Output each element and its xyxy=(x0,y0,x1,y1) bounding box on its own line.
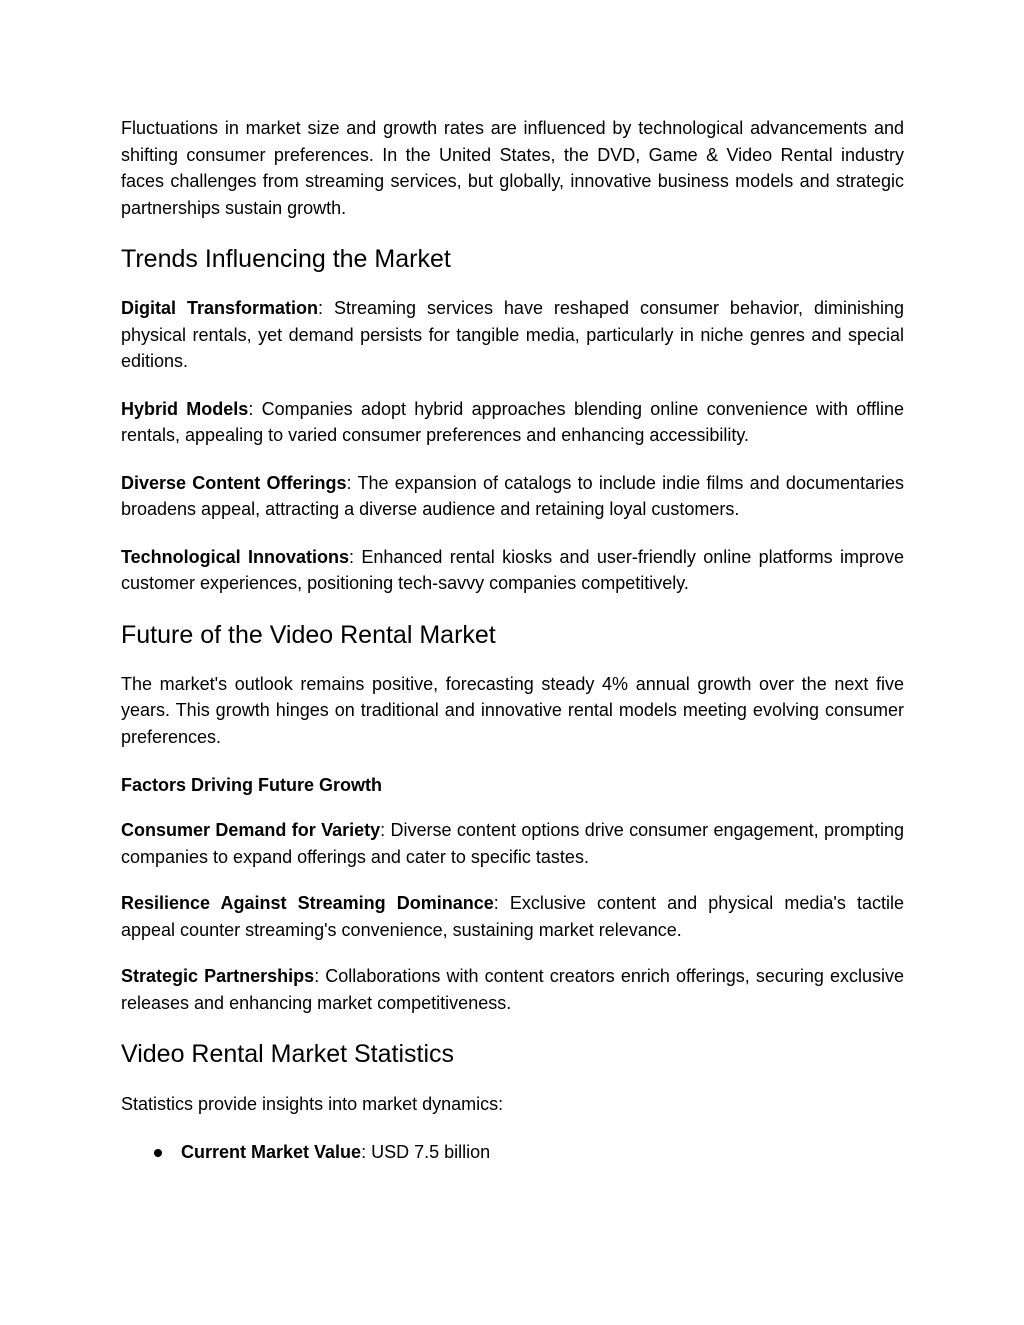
stat-term: Current Market Value xyxy=(181,1141,362,1162)
stats-bullet-list xyxy=(121,1139,904,1166)
factor-term: Consumer Demand for Variety xyxy=(121,820,381,840)
trend-text: : The expansion of catalogs to include indie films and documentaries broadens appeal, attracting a diverse audience and retaining loyal customers. xyxy=(121,472,904,519)
trend-term: Hybrid Models xyxy=(121,398,249,419)
trend-diverse-content xyxy=(121,470,904,523)
trend-text: : Enhanced rental kiosks and user-friendly online platforms improve customer experiences, positioning tech-savvy companies competitively. xyxy=(121,546,905,593)
stat-text: : USD 7.5 billion xyxy=(361,1141,491,1162)
trend-term: Technological Innovations xyxy=(121,546,350,567)
trend-term: Digital Transformation xyxy=(121,298,318,318)
stats-heading: Video Rental Market Statistics xyxy=(121,1040,455,1068)
trends-heading: Trends Influencing the Market xyxy=(121,245,451,273)
factor-term: Strategic Partnerships xyxy=(121,966,315,986)
future-heading: Future of the Video Rental Market xyxy=(121,620,496,649)
factor-strategic-partnerships xyxy=(121,963,904,1016)
factor-text: : Exclusive content and physical media's tactile appeal counter streaming's convenience, sustaining market relevance. xyxy=(121,893,904,940)
factor-resilience xyxy=(121,890,904,943)
factor-term: Resilience Against Streaming Dominance xyxy=(121,893,494,913)
list-item xyxy=(121,1139,904,1166)
factor-consumer-demand xyxy=(121,817,904,870)
trend-technological-innovations xyxy=(121,544,904,597)
trend-digital-transformation xyxy=(121,295,904,375)
trend-hybrid-models xyxy=(121,396,904,449)
intro-paragraph: Fluctuations in market size and growth rates are influenced by technological advancements and shifting consumer preferences. In the United States, the DVD, Game & Video Rental industry faces challenges from streaming services, but globally, innovative business models and strategic partnerships sustain growth. xyxy=(121,118,904,218)
trend-term: Diverse Content Offerings xyxy=(121,472,347,493)
factors-subheading: Factors Driving Future Growth xyxy=(121,775,383,795)
trend-text: : Companies adopt hybrid approaches blending online convenience with offline rentals, appealing to varied consumer preferences and enhancing accessibility. xyxy=(121,398,905,445)
bullet-icon xyxy=(154,1149,162,1157)
factor-text: : Collaborations with content creators enrich offerings, securing exclusive releases and enhancing market competitiveness. xyxy=(121,966,904,1013)
document-page xyxy=(121,115,904,1165)
factor-text: : Diverse content options drive consumer engagement, prompting companies to expand offerings and cater to specific tastes. xyxy=(121,820,904,867)
trend-text: : Streaming services have reshaped consumer behavior, diminishing physical rentals, yet demand persists for tangible media, particularly in niche genres and special editions. xyxy=(121,298,904,371)
stats-intro-paragraph: Statistics provide insights into market dynamics: xyxy=(121,1094,504,1114)
future-outlook-paragraph: The market's outlook remains positive, forecasting steady 4% annual growth over the next five years. This growth hinges on traditional and innovative rental models meeting evolving consumer preferences. xyxy=(121,673,904,747)
